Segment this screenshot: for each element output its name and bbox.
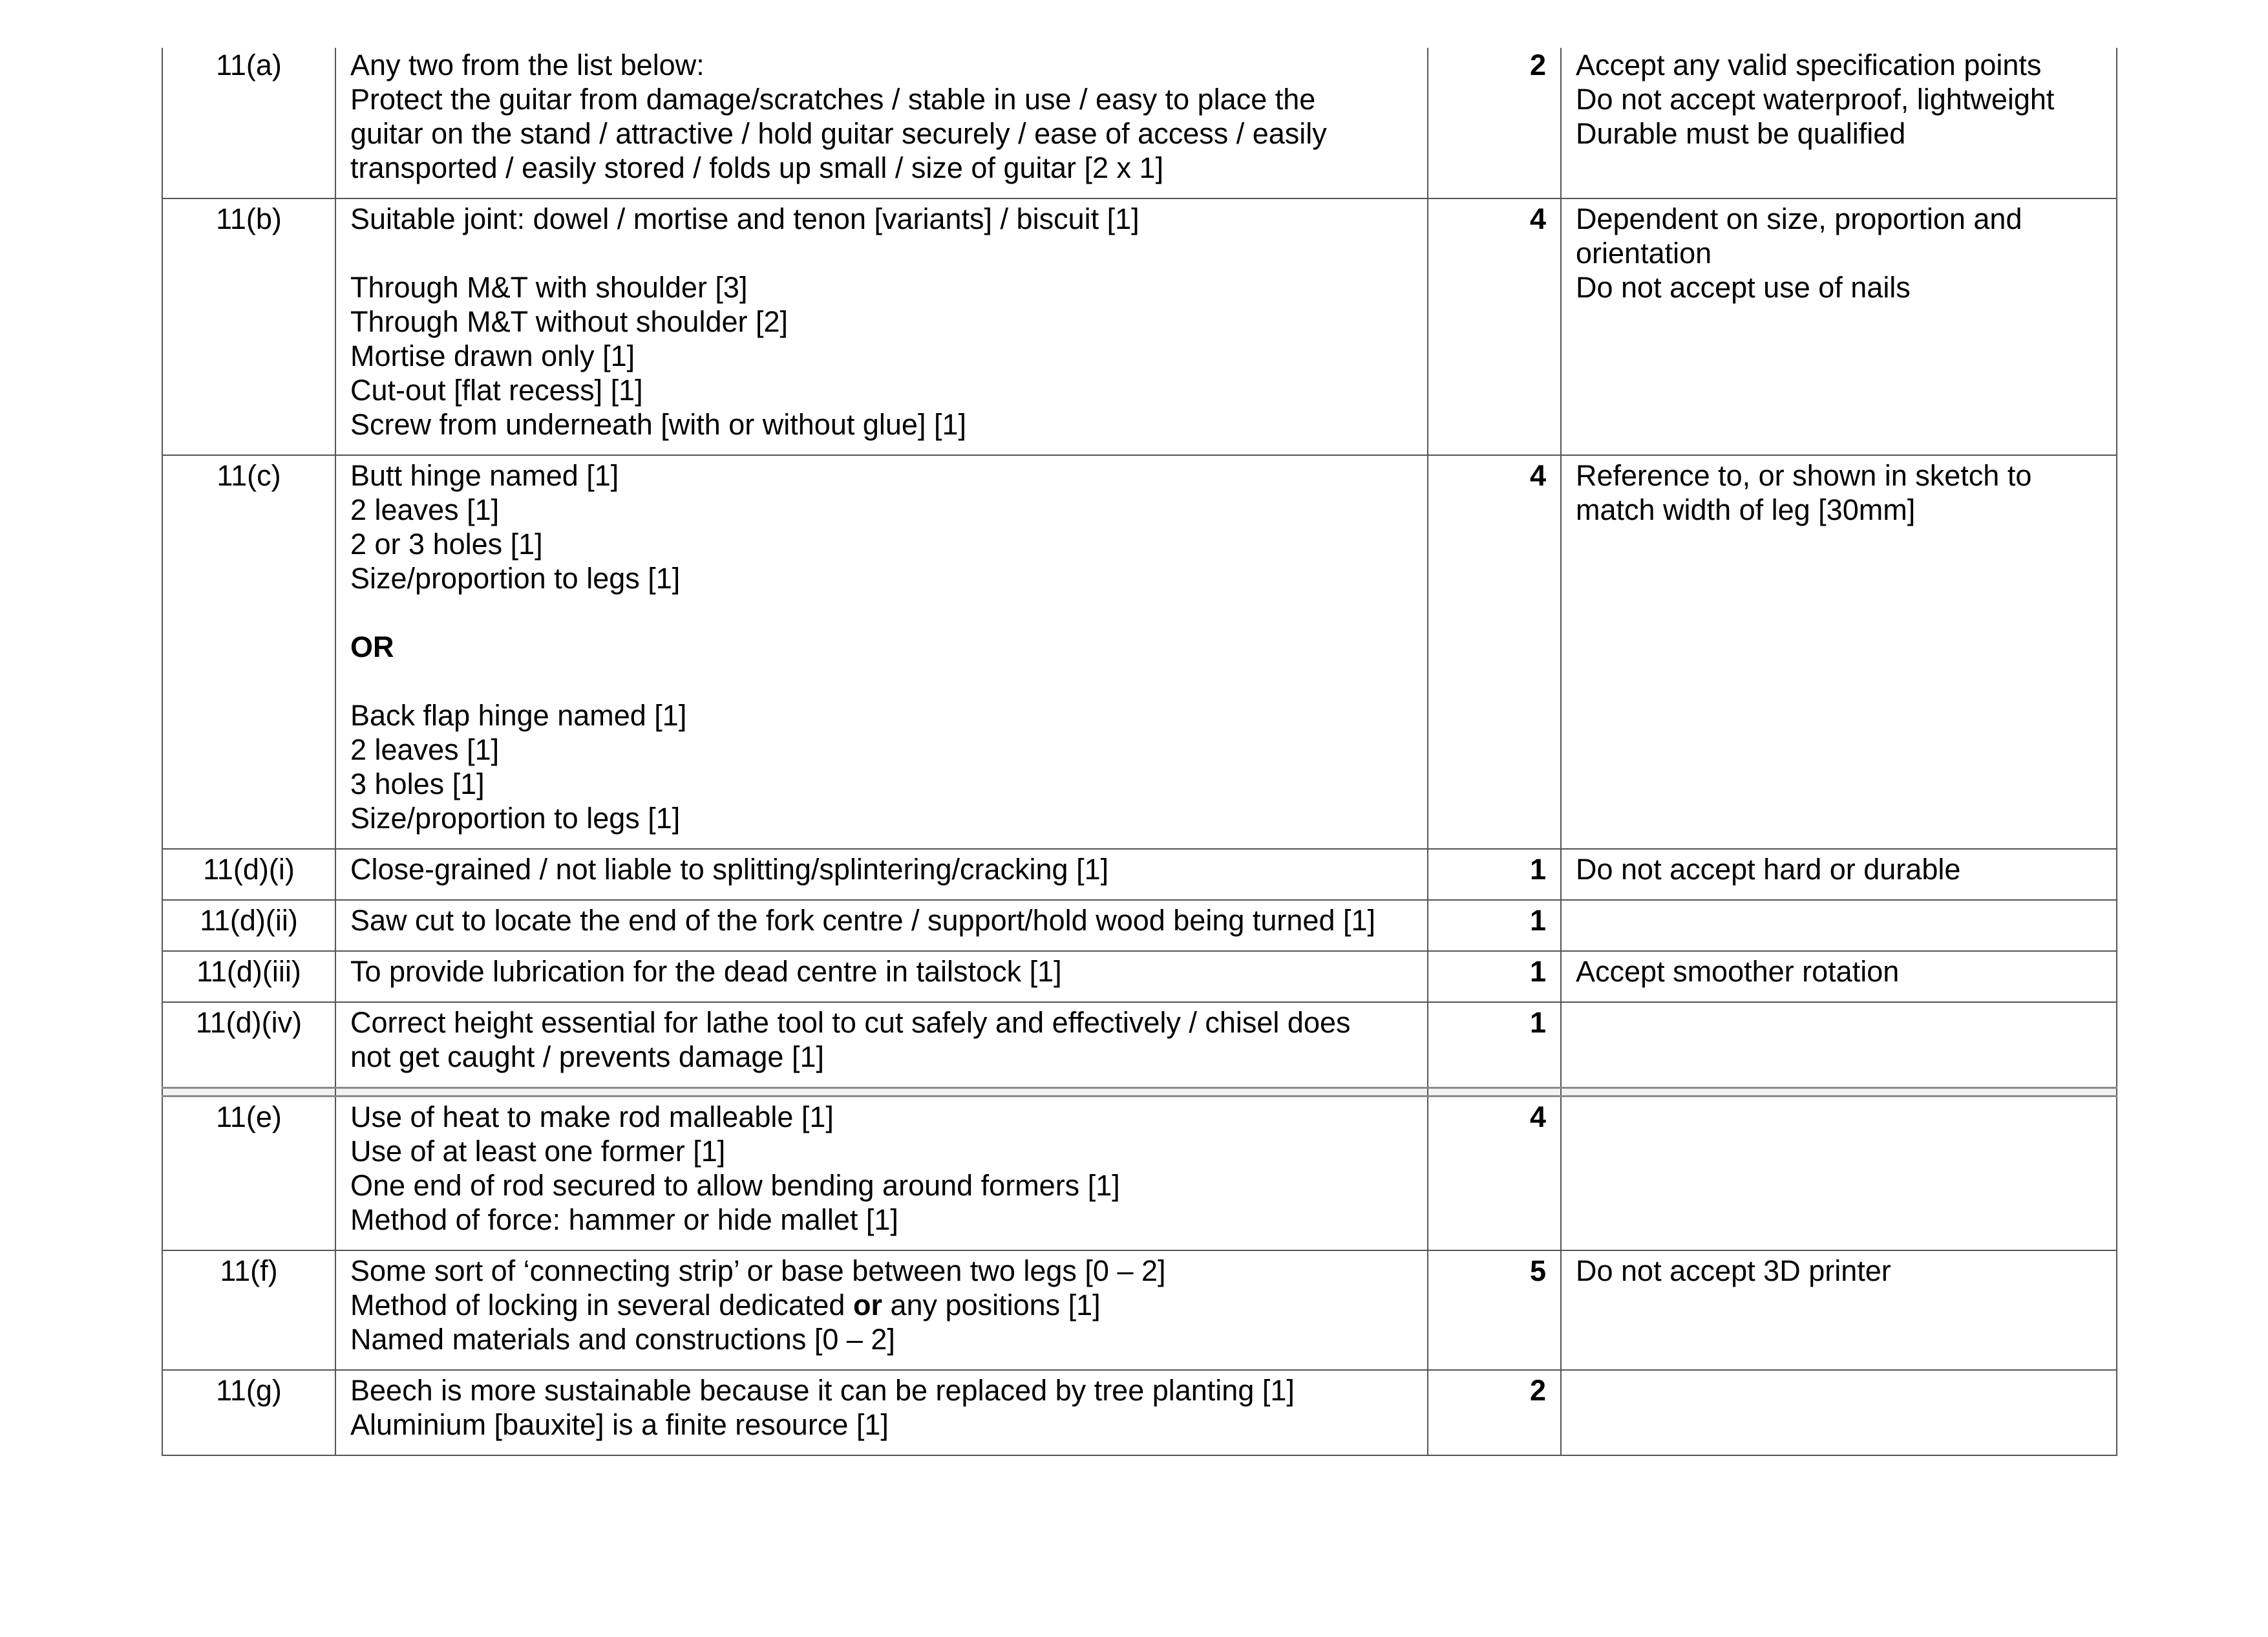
table-row (162, 1002, 2117, 1088)
table-row (162, 951, 2117, 1002)
answer-cell (335, 455, 1428, 849)
answer-line: Back flap hinge named [1] (350, 699, 687, 732)
guidance-cell (1561, 951, 2117, 1002)
marks-cell: 4 (1428, 455, 1561, 849)
page-break-divider (162, 1088, 2117, 1097)
guidance-cell (1561, 48, 2117, 198)
question-number: 11(c) (162, 455, 335, 849)
marks-cell: 1 (1428, 849, 1561, 900)
answer-line (350, 664, 1413, 698)
guidance-cell (1561, 849, 2117, 900)
answer-cell (335, 1370, 1428, 1455)
answer-line: Size/proportion to legs [1] (350, 562, 681, 595)
divider-cell (1428, 1088, 1561, 1097)
answer-line: Butt hinge named [1] (350, 459, 619, 492)
table-row (162, 198, 2117, 455)
table-row (162, 48, 2117, 198)
guidance-line (1576, 903, 2102, 937)
marks-cell: 4 (1428, 1097, 1561, 1251)
answer-line: 2 or 3 holes [1] (350, 528, 543, 561)
table-row (162, 1097, 2117, 1251)
marks-cell: 2 (1428, 1370, 1561, 1455)
answer-line-end: any positions [1] (882, 1289, 1101, 1321)
question-number: 11(d)(iv) (162, 1002, 335, 1088)
answer-cell (335, 1250, 1428, 1370)
guidance-line: Reference to, or shown in sketch to (1576, 459, 2032, 492)
answer-cell (335, 48, 1428, 198)
answer-line: Use of at least one former [1] (350, 1135, 726, 1168)
marks-cell: 1 (1428, 1002, 1561, 1088)
bold-or-word: or (853, 1289, 882, 1321)
guidance-line: Durable must be qualified (1576, 117, 1906, 150)
answer-line: Correct height essential for lathe tool to cut safely and effectively / chisel does (350, 1006, 1351, 1039)
answer-line: 2 leaves [1] (350, 733, 500, 766)
answer-line: 2 leaves [1] (350, 493, 500, 526)
question-number: 11(d)(iii) (162, 951, 335, 1002)
answer-line-composite (350, 1288, 1413, 1322)
answer-line-start: Method of locking in several dedicated (350, 1289, 853, 1321)
guidance-line: orientation (1576, 237, 1712, 270)
answer-cell (335, 198, 1428, 455)
answer-line: Beech is more sustainable because it can be replaced by tree planting [1] (350, 1374, 1295, 1407)
answer-line: Close-grained / not liable to splitting/splintering/cracking [1] (350, 853, 1109, 886)
answer-line: Any two from the list below: (350, 48, 705, 81)
answer-line: Mortise drawn only [1] (350, 339, 635, 372)
answer-line: Size/proportion to legs [1] (350, 802, 681, 835)
question-number: 11(d)(ii) (162, 900, 335, 951)
answer-line: Suitable joint: dowel / mortise and tenon [variants] / biscuit [1] (350, 202, 1139, 235)
guidance-line: Do not accept use of nails (1576, 271, 1911, 304)
question-number: 11(e) (162, 1097, 335, 1251)
marks-cell: 5 (1428, 1250, 1561, 1370)
or-separator: OR (350, 630, 394, 663)
guidance-cell (1561, 1370, 2117, 1455)
answer-line: 3 holes [1] (350, 767, 485, 800)
marks-cell: 1 (1428, 951, 1561, 1002)
guidance-cell (1561, 198, 2117, 455)
marks-cell: 1 (1428, 900, 1561, 951)
guidance-cell (1561, 455, 2117, 849)
answer-line: Method of force: hammer or hide mallet [1] (350, 1203, 898, 1236)
answer-cell (335, 1002, 1428, 1088)
guidance-cell (1561, 1097, 2117, 1251)
answer-line: One end of rod secured to allow bending around formers [1] (350, 1169, 1120, 1202)
question-number: 11(f) (162, 1250, 335, 1370)
question-number: 11(g) (162, 1370, 335, 1455)
guidance-cell (1561, 1002, 2117, 1088)
question-number: 11(a) (162, 48, 335, 198)
table-row (162, 455, 2117, 849)
guidance-line: match width of leg [30mm] (1576, 493, 1916, 526)
answer-line: Screw from underneath [with or without glue] [1] (350, 408, 966, 441)
table-row (162, 900, 2117, 951)
answer-line: Aluminium [bauxite] is a finite resource [1] (350, 1408, 889, 1441)
table-row (162, 1250, 2117, 1370)
answer-line: Through M&T with shoulder [3] (350, 271, 748, 304)
guidance-line: Accept smoother rotation (1576, 955, 1900, 988)
answer-cell (335, 900, 1428, 951)
answer-line: Some sort of ‘connecting strip’ or base between two legs [0 – 2] (350, 1254, 1166, 1287)
answer-line (350, 595, 1413, 630)
table-row (162, 1370, 2117, 1455)
answer-line: guitar on the stand / attractive / hold guitar securely / ease of access / easily (350, 117, 1327, 150)
answer-line: To provide lubrication for the dead centre in tailstock [1] (350, 955, 1062, 988)
answer-line (350, 236, 1413, 270)
divider-cell (162, 1088, 335, 1097)
guidance-line: Do not accept 3D printer (1576, 1254, 1891, 1287)
guidance-line (1576, 1005, 2102, 1040)
answer-cell (335, 951, 1428, 1002)
answer-cell (335, 849, 1428, 900)
divider-cell (335, 1088, 1428, 1097)
question-number: 11(b) (162, 198, 335, 455)
answer-line: transported / easily stored / folds up small / size of guitar [2 x 1] (350, 151, 1164, 184)
guidance-cell (1561, 900, 2117, 951)
answer-cell (335, 1097, 1428, 1251)
marks-cell: 2 (1428, 48, 1561, 198)
guidance-line: Do not accept waterproof, lightweight (1576, 83, 2055, 116)
answer-line: Named materials and constructions [0 – 2] (350, 1323, 895, 1356)
table-row (162, 849, 2117, 900)
guidance-line: Accept any valid specification points (1576, 48, 2042, 81)
mark-scheme-table (162, 48, 2117, 1456)
answer-line: not get caught / prevents damage [1] (350, 1040, 824, 1073)
guidance-cell (1561, 1250, 2117, 1370)
marks-cell: 4 (1428, 198, 1561, 455)
guidance-line: Do not accept hard or durable (1576, 853, 1961, 886)
question-number: 11(d)(i) (162, 849, 335, 900)
answer-line: Use of heat to make rod malleable [1] (350, 1100, 834, 1133)
guidance-line (1576, 1100, 2102, 1134)
answer-line: Saw cut to locate the end of the fork centre / support/hold wood being turned [1] (350, 904, 1376, 937)
guidance-line: Dependent on size, proportion and (1576, 202, 2022, 235)
answer-line: Protect the guitar from damage/scratches / stable in use / easy to place the (350, 83, 1316, 116)
guidance-line (1576, 1373, 2102, 1407)
divider-cell (1561, 1088, 2117, 1097)
answer-line: Through M&T without shoulder [2] (350, 305, 789, 338)
answer-line: Cut-out [flat recess] [1] (350, 374, 643, 407)
